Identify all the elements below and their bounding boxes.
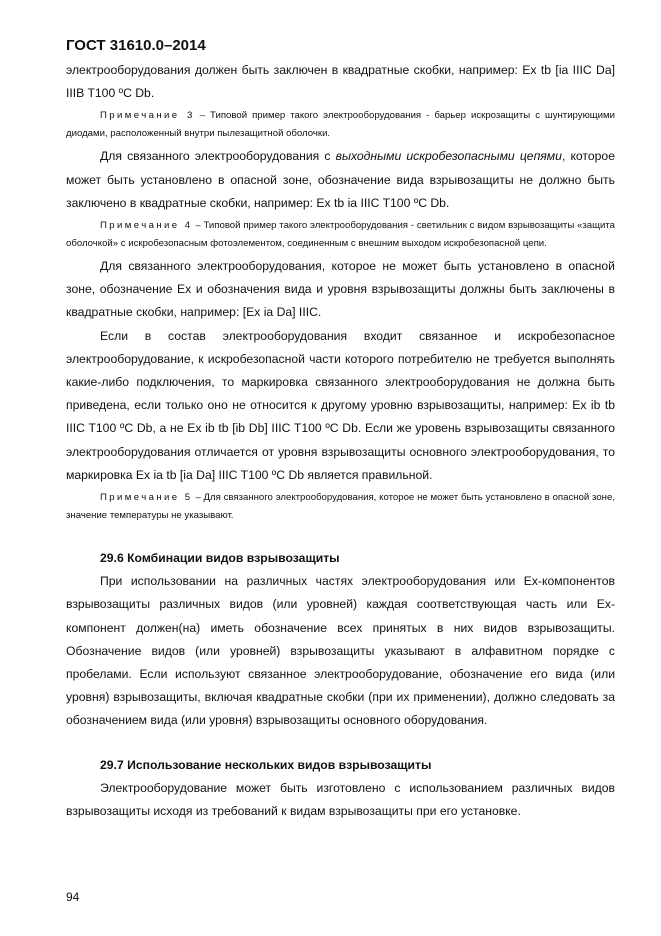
- note-4: [66, 217, 615, 252]
- note-5: [66, 489, 615, 524]
- document-header: ГОСТ 31610.0–2014: [66, 37, 206, 54]
- paragraph-output-circuits-b: , которое может быть установлено в опасной зоне, обозначение вида взрывозащиты не должно быть заключено в квадратные скобки, например: Ex tb ia IIIC T100 ºC Db.: [66, 149, 615, 210]
- paragraph-continuation: электрооборудования должен быть заключен в квадратные скобки, например: Ex tb [ia IIIC Da] IIIB T100 ºC Db.: [66, 63, 615, 101]
- section-29-7-text: Электрооборудование может быть изготовлено с использованием различных видов взрывозащиты исходя из требований к видам взрывозащиты при его установке.: [66, 780, 615, 819]
- note-5-label: Примечание 5: [100, 492, 193, 504]
- page-number: 94: [66, 890, 80, 904]
- note-4-label: Примечание 4: [100, 220, 193, 232]
- note-3-text: – Типовой пример такого электрооборудования - барьер искрозащиты с шунтирующими диодами, расположенный внутри пылезащитной оболочки.: [66, 110, 615, 139]
- paragraph-composite: Если в состав электрооборудования входит связанное и искробезопасное электрооборудование, к искробезопасной части которого потребителю не требуется выполнять какие-либо подключения, то маркировка связанного электрооборудования не должна быть приведена, если только оно не относится к другому уровню взрывозащиты, например: Ex ib tb IIIC T100 ºC Db, а не Ex ib tb [ib Db] IIIC T100 ºC Db. Если же уровень взрывозащиты связанного электрооборудования отличается от уровня взрывозащиты основного электрооборудования, то маркировка Ex ia tb [ia Da] IIIC T100 ºC Db является правильной.: [66, 328, 615, 482]
- paragraph-output-circuits-a: Для связанного электрооборудования с: [100, 149, 336, 164]
- paragraph-output-circuits: [66, 145, 615, 215]
- note-3-label: Примечание 3: [100, 110, 195, 122]
- page-body: [66, 59, 615, 823]
- note-4-text: – Типовой пример такого электрооборудования - светильник с видом взрывозащиты «защита оболочкой» с искробезопасным фотоэлементом, соединенным с внешним выходом искробезопасной цепи.: [66, 220, 615, 249]
- paragraph-output-circuits-em: выходными искробезопасными цепями: [335, 149, 562, 164]
- paragraph-non-hazardous: Для связанного электрооборудования, которое не может быть установлено в опасной зоне, обозначение Ex и обозначения вида и уровня взрывозащиты должны быть заключены в квадратные скобки, например: [Ex ia Da] IIIC.: [66, 259, 615, 320]
- note-5-text: – Для связанного электрооборудования, которое не может быть установлено в опасной зоне, значение температуры не указывают.: [66, 492, 615, 521]
- section-29-6-text: При использовании на различных частях электрооборудования или Ex-компонентов взрывозащиты различных видов (или уровней) каждая соответствующая часть или Ex-компонент должен(на) иметь обозначение всех принятых в них видов взрывозащиты. Обозначение видов (или уровней) взрывозащиты указывают в алфавитном порядке с пробелами. Если используют связанное электрооборудование, обозначение его вида (или уровня) взрывозащиты, включая квадратные скобки (при их применении), должно следовать за обозначением вида (или уровня) взрывозащиты основного оборудования.: [66, 574, 615, 728]
- note-3: [66, 107, 615, 142]
- section-heading-29-6: 29.6 Комбинации видов взрывозащиты: [100, 551, 340, 566]
- section-heading-29-7: 29.7 Использование нескольких видов взрывозащиты: [100, 757, 432, 772]
